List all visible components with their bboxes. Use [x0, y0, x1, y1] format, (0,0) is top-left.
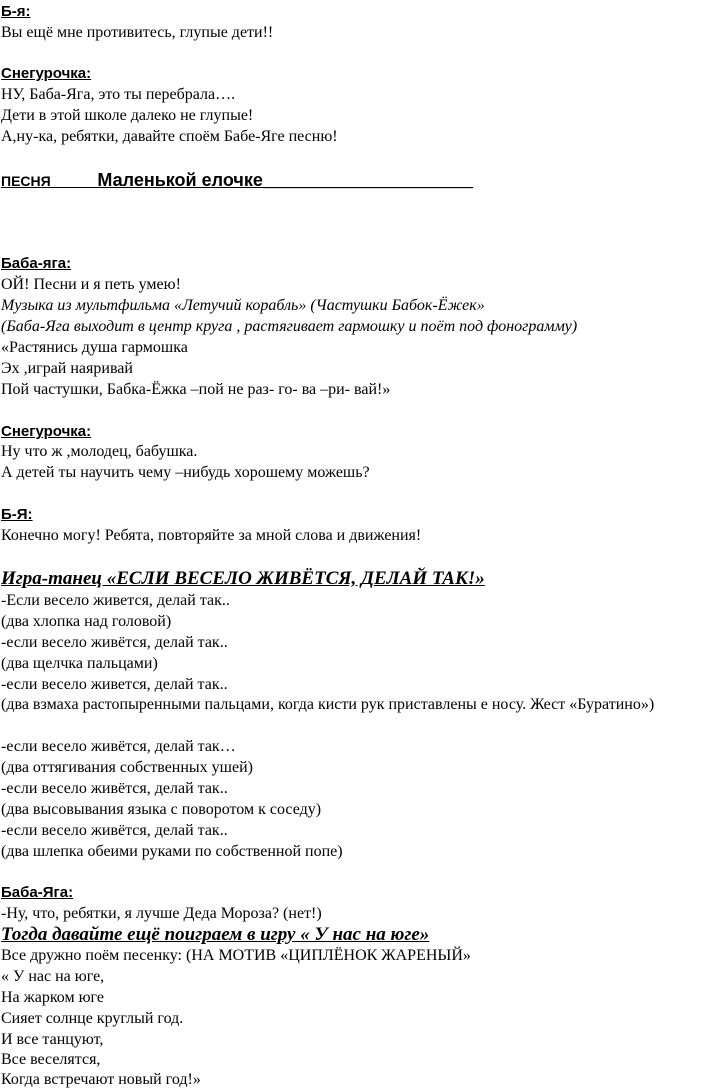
text-line: Ну что ж ,молодец, бабушка. — [1, 443, 198, 460]
text-line: -если весело живётся, делай так.. — [1, 822, 228, 839]
text-line: -если весело живётся, делай так.. — [1, 780, 228, 797]
text-line: А,ну-ка, ребятки, давайте споём Бабе-Яге песню! — [1, 128, 338, 145]
speaker-baba-yaga-1: Б-я: — [1, 3, 31, 20]
text-line: (два щелчка пальцами) — [1, 655, 158, 672]
text-line: « У нас на юге, — [1, 968, 105, 985]
text-line: -если весело живётся, делай так… — [1, 738, 236, 755]
text-line: Все дружно поём песенку: (НА МОТИВ «ЦИПЛЁНОК ЖАРЕНЫЙ» — [1, 947, 471, 964]
text-line: (два взмаха растопыренными пальцами, когда кисти рук приставлены е носу. Жест «Буратино») — [1, 696, 655, 713]
text-line: (два шлепка обеими руками по собственной попе) — [1, 843, 343, 860]
text-line: -если весело живется, делай так.. — [1, 676, 228, 693]
text-line: -Ну, что, ребятки, я лучше Деда Мороза? (нет!) — [1, 905, 322, 922]
game-title-1: Игра-танец «ЕСЛИ ВЕСЕЛО ЖИВЁТСЯ, ДЕЛАЙ ТАК!» — [1, 568, 485, 589]
stage-direction: (Баба-Яга выходит в центр круга , растягивает гармошку и поёт под фонограмму) — [1, 318, 578, 335]
speaker-baba-yaga-3: Б-Я: — [1, 506, 33, 523]
song-heading — [1, 170, 473, 192]
speaker-baba-yaga-2: Баба-яга: — [1, 255, 72, 272]
text-line: На жарком юге — [1, 989, 104, 1006]
text-line: Конечно могу! Ребята, повторяйте за мной слова и движения! — [1, 527, 422, 544]
text-line: «Растянись душа гармошка — [1, 339, 188, 356]
text-line: Сияет солнце круглый год. — [1, 1010, 184, 1027]
text-line: Дети в этой школе далеко не глупые! — [1, 107, 254, 124]
song-label: ПЕСНЯ______ — [1, 173, 98, 189]
text-line: Вы ещё мне противитесь, глупые дети!! — [1, 24, 274, 41]
text-line: НУ, Баба-Яга, это ты перебрала…. — [1, 86, 236, 103]
text-line: И все танцуют, — [1, 1031, 104, 1048]
text-line: ОЙ! Песни и я петь умею! — [1, 276, 181, 293]
text-line: -Если весело живется, делай так.. — [1, 592, 230, 609]
text-line: -если весело живётся, делай так.. — [1, 634, 228, 651]
text-line: (два хлопка над головой) — [1, 613, 172, 630]
text-line: Все веселятся, — [1, 1051, 101, 1068]
speaker-baba-yaga-4: Баба-Яга: — [1, 884, 74, 901]
game-title-2: Тогда давайте ещё поиграем в игру « У нас на юге» — [1, 924, 430, 945]
text-line: (два оттягивания собственных ушей) — [1, 759, 253, 776]
text-line: (два высовывания языка с поворотом к соседу) — [1, 801, 322, 818]
stage-direction: Музыка из мультфильма «Летучий корабль» (Частушки Бабок-Ёжек» — [1, 297, 485, 314]
text-line: А детей ты научить чему –нибудь хорошему можешь? — [1, 464, 370, 481]
text-line: Когда встречают новый год!» — [1, 1071, 201, 1088]
song-title: Маленькой елочке_____________________ — [97, 170, 474, 190]
text-line: Эх ,играй наяривай — [1, 360, 133, 377]
speaker-snegurochka-1: Снегурочка: — [1, 65, 92, 82]
text-line: Пой частушки, Бабка-Ёжка –пой не раз- го- ва –ри- вай!» — [1, 381, 391, 398]
speaker-snegurochka-2: Снегурочка: — [1, 423, 92, 440]
